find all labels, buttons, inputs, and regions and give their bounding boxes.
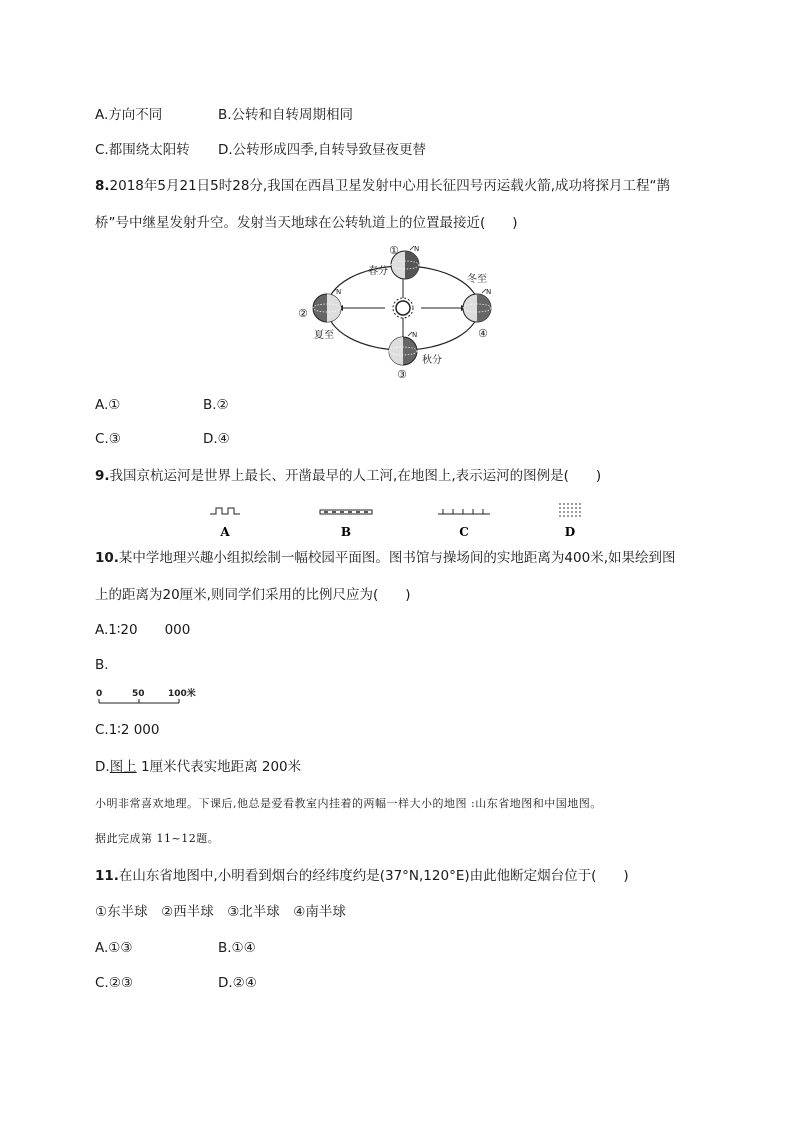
legend-symbol-d [559,503,581,517]
q9-number: 9. [95,468,110,484]
q11-option-c: C.②③ [95,975,133,991]
q11-option-b: B.①④ [218,940,256,956]
legend-label-b: B [340,525,352,539]
legend-symbol-b [320,510,372,514]
q10-scale-bar [95,685,215,707]
label-winter-solstice: 冬至 [467,274,487,285]
q11-stem [95,867,629,885]
legend-symbol-a [210,508,240,514]
q8-option-b: B.② [203,397,229,413]
marker-2: ② [298,307,308,320]
q8-option-a: A.① [95,397,121,413]
q7-option-c: C.都围绕太阳转 [95,142,190,158]
q11-number: 11. [95,868,119,884]
q10-number: 10. [95,550,119,566]
q8-stem-line1 [95,177,670,195]
north-label-winter: N [486,288,492,296]
q10-option-d-underlined: 图上 [109,759,137,775]
q7-option-b: B.公转和自转周期相同 [218,107,354,123]
q9-text: 我国京杭运河是世界上最长、开凿最早的人工河,在地图上,表示运河的图例是( ) [109,468,602,484]
q8-text-line1: 2018年5月21日5时28分,我国在西昌卫星发射中心用长征四号丙运载火箭,成功将探月工程“鹊 [109,178,670,194]
q10-option-b: B. [95,657,109,673]
marker-3: ③ [397,368,407,380]
label-summer-solstice: 夏至 [314,330,334,341]
q10-stem-line2: 上的距离为20厘米,则同学们采用的比例尺应为( ) [95,587,411,603]
q10-stem-line1 [95,549,675,567]
legend-symbol-c [438,509,490,514]
legend-label-a: A [220,525,230,539]
north-label-autumn: N [412,331,418,339]
north-label-spring: N [414,245,420,253]
earth-orbit-diagram [292,240,512,380]
passage-line2: 据此完成第 11~12题。 [95,832,220,845]
marker-1: ① [389,244,399,257]
scale-label-50: 50 [132,689,145,699]
q8-stem-line2: 桥”号中继星发射升空。发射当天地球在公转轨道上的位置最接近( ) [95,215,518,231]
q8-number: 8. [95,178,110,194]
q11-text: 在山东省地图中,小明看到烟台的经纬度约是(37°N,120°E)由此他断定烟台位于( ) [118,868,629,884]
north-label-summer: N [336,288,342,296]
sun-icon [393,298,413,318]
legend-label-d: D [564,525,576,539]
q7-option-a: A.方向不同 [95,107,163,123]
q11-choices: ①东半球 ②西半球 ③北半球 ④南半球 [95,904,346,920]
q7-option-d: D.公转形成四季,自转导致昼夜更替 [218,142,426,158]
scale-label-0: 0 [96,689,103,699]
label-spring-equinox: 春分 [368,266,388,277]
q10-text-line1: 某中学地理兴趣小组拟绘制一幅校园平面图。图书馆与操场间的实地距离为400米,如果绘到图 [118,550,676,566]
q10-option-d [95,758,301,776]
q8-option-d: D.④ [203,431,230,447]
q10-option-a: A.1∶20 000 [95,622,191,638]
label-autumn-equinox: 秋分 [422,355,442,366]
q10-option-d-rest: 1厘米代表实地距离 200米 [136,759,302,775]
q8-option-c: C.③ [95,431,121,447]
q10-option-d-prefix: D. [95,759,110,775]
q10-option-c: C.1∶2 000 [95,722,160,738]
q11-option-a: A.①③ [95,940,133,956]
q9-legend-symbols [200,502,600,542]
legend-label-c: C [459,525,469,539]
scale-label-100: 100米 [168,689,196,699]
q9-stem [95,467,601,485]
passage-line1: 小明非常喜欢地理。下课后,他总是爱看教室内挂着的两幅一样大小的地图 :山东省地图和中国地图。 [95,797,602,810]
marker-4: ④ [478,327,488,340]
q11-option-d: D.②④ [218,975,257,991]
